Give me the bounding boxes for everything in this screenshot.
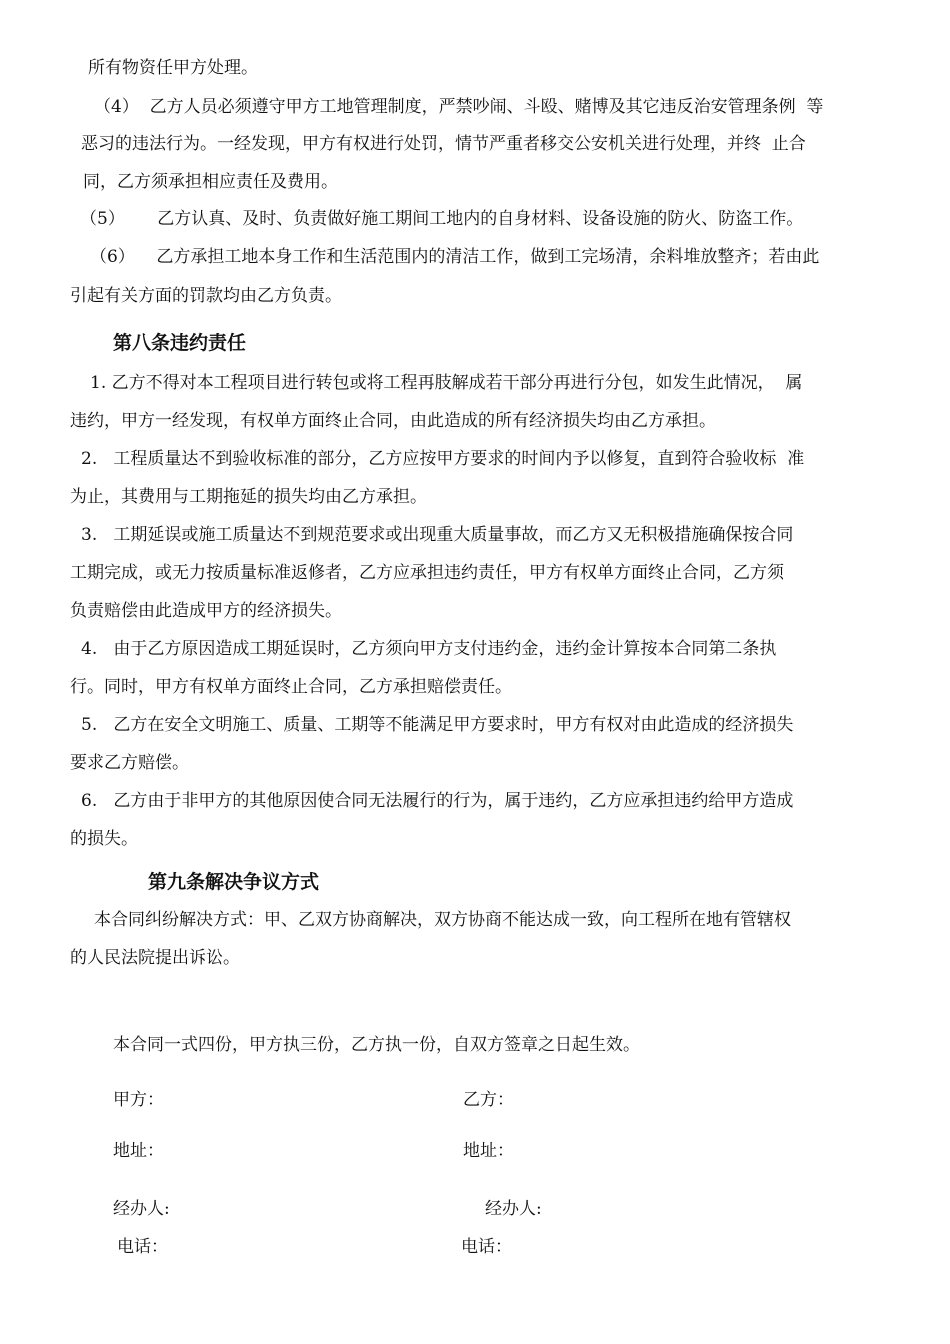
clause7-item-4-line-1: （4） 乙方人员必须遵守甲方工地管理制度，严禁吵闹、斗殴、赌博及其它违反治安管理条例 等 [94, 97, 824, 117]
clause7-item-4-line-2: 恶习的违法行为。一经发现，甲方有权进行处罚，情节严重者移交公安机关进行处理，并终 止合 [81, 134, 806, 154]
clause8-item-1-line-2: 违约，甲方一经发现，有权单方面终止合同，由此造成的所有经济损失均由乙方承担。 [70, 411, 716, 431]
clause8-item-3-line-2: 工期完成，或无力按质量标准返修者，乙方应承担违约责任，甲方有权单方面终止合同，乙方须 [70, 563, 784, 583]
phone-b-label: 电话： [461, 1237, 512, 1257]
clause8-item-5-line-1: 5. 乙方在安全文明施工、质量、工期等不能满足甲方要求时，甲方有权对由此造成的经济损失 [81, 715, 794, 735]
phone-a-label: 电话： [117, 1237, 168, 1257]
clause8-item-6-line-1: 6. 乙方由于非甲方的其他原因使合同无法履行的行为，属于违约，乙方应承担违约给甲方造成 [81, 791, 794, 811]
clause7-item-5: （5） 乙方认真、及时、负责做好施工期间工地内的自身材料、设备设施的防火、防盗工作。 [80, 209, 804, 229]
clause9-heading: 第九条解决争议方式 [148, 871, 320, 893]
clause8-item-1-line-1: 1. 乙方不得对本工程项目进行转包或将工程再肢解成若干部分再进行分包，如发生此情况， 属 [90, 373, 803, 393]
clause8-item-2-line-2: 为止，其费用与工期拖延的损失均由乙方承担。 [70, 487, 427, 507]
party-a-label: 甲方： [113, 1090, 164, 1110]
clause7-item-4-line-3: 同，乙方须承担相应责任及费用。 [83, 172, 338, 192]
clause9-line-1: 本合同纠纷解决方式：甲、乙双方协商解决，双方协商不能达成一致，向工程所在地有管辖权 [94, 910, 791, 930]
agent-a-label: 经办人: [113, 1199, 170, 1219]
clause8-item-3-line-3: 负责赔偿由此造成甲方的经济损失。 [70, 601, 342, 621]
party-b-label: 乙方： [463, 1090, 514, 1110]
address-b-label: 地址： [463, 1141, 514, 1161]
copies-statement: 本合同一式四份，甲方执三份，乙方执一份，自双方签章之日起生效。 [113, 1035, 640, 1055]
clause8-item-2-line-1: 2. 工程质量达不到验收标准的部分，乙方应按甲方要求的时间内予以修复，直到符合验收标 准 [81, 449, 805, 469]
clause7-item-6-line-2: 引起有关方面的罚款均由乙方负责。 [70, 286, 342, 306]
clause8-heading: 第八条违约责任 [113, 332, 247, 354]
clause8-item-4-line-1: 4. 由于乙方原因造成工期延误时，乙方须向甲方支付违约金，违约金计算按本合同第二条执 [81, 639, 777, 659]
clause8-item-3-line-1: 3. 工期延误或施工质量达不到规范要求或出现重大质量事故，而乙方又无积极措施确保按合同 [81, 525, 794, 545]
clause8-item-4-line-2: 行。同时，甲方有权单方面终止合同，乙方承担赔偿责任。 [70, 677, 512, 697]
address-a-label: 地址： [113, 1141, 164, 1161]
clause8-item-5-line-2: 要求乙方赔偿。 [70, 753, 189, 773]
clause7-line-1: 所有物资任甲方处理。 [88, 58, 258, 78]
clause8-item-6-line-2: 的损失。 [70, 829, 138, 849]
clause7-item-6-line-1: （6） 乙方承担工地本身工作和生活范围内的清洁工作，做到工完场清，余料堆放整齐；若由此 [90, 247, 820, 267]
agent-b-label: 经办人: [485, 1199, 542, 1219]
clause9-line-2: 的人民法院提出诉讼。 [70, 948, 240, 968]
